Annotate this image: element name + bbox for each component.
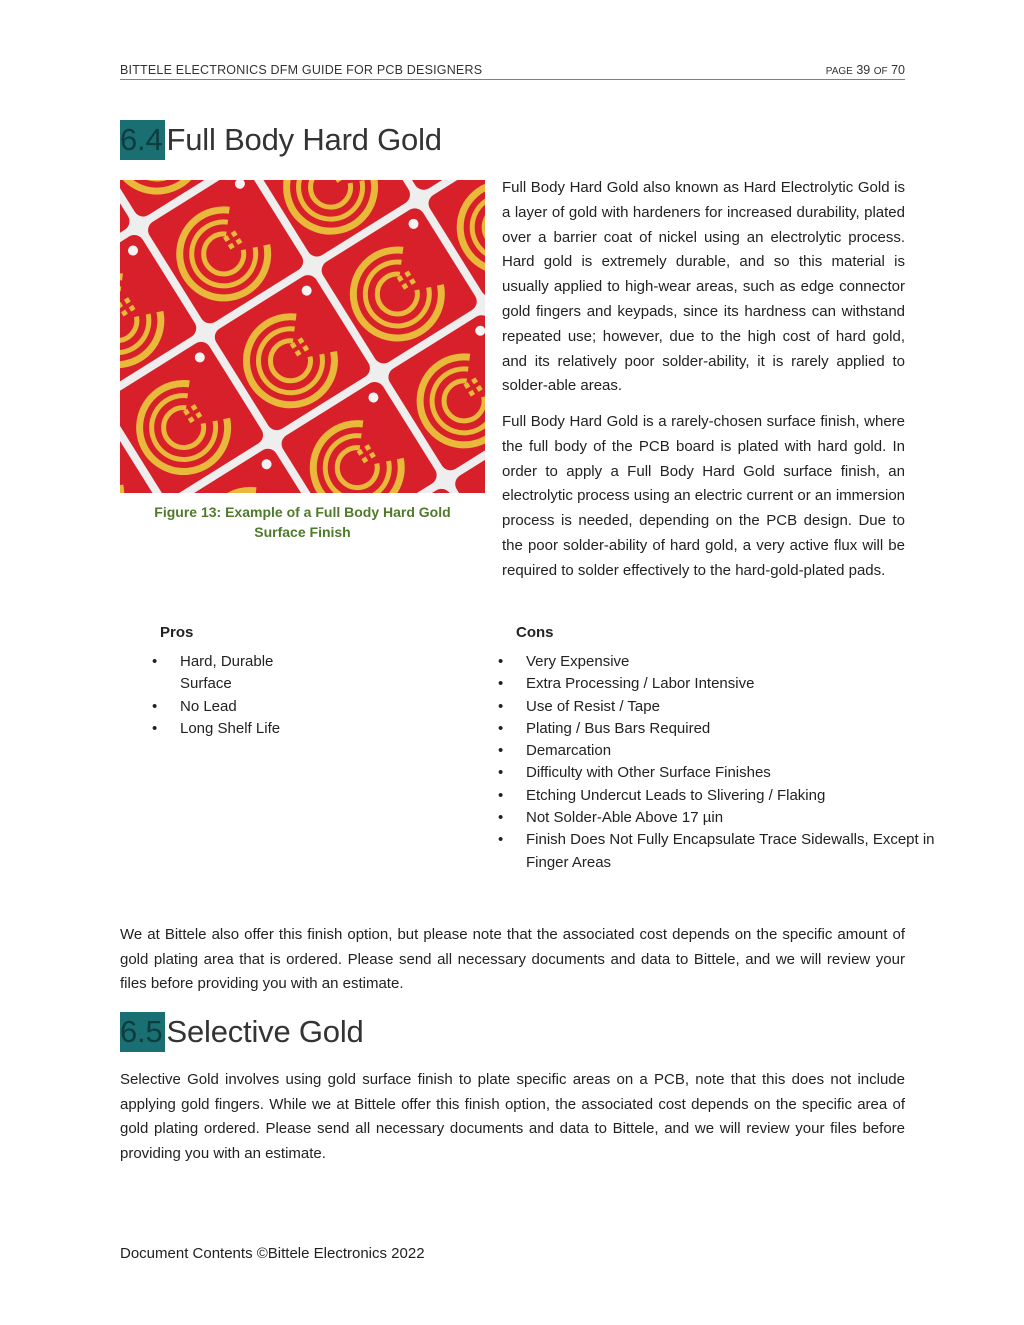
cons-item: • Extra Processing / Labor Intensive bbox=[498, 673, 968, 695]
intro-paragraph: Full Body Hard Gold also known as Hard Electrolytic Gold is a layer of gold with hardeners for increased durability, plated over a barrier coat of nickel using an electrolytic process. Hard gold is extremely durable, and so this material is usually applied to high-wear areas, such as edge connector gold fingers and keypads, since its hardness can withstand repeated use; however, due to the high cost of hard gold, and its relatively poor solder-ability, it is rarely applied to solder-able areas. bbox=[502, 179, 905, 395]
section-title: Selective Gold bbox=[166, 1014, 364, 1049]
cons-item: • Not Solder-Able Above 17 µin bbox=[498, 807, 968, 829]
cons-item: • Plating / Bus Bars Required bbox=[498, 718, 968, 740]
cons-list bbox=[498, 651, 968, 874]
pros-item: • No Lead bbox=[152, 696, 312, 718]
pros-heading: Pros bbox=[160, 624, 194, 641]
page-header bbox=[120, 62, 905, 80]
header-title: BITTELE ELECTRONICS DFM GUIDE FOR PCB DESIGNERS bbox=[120, 63, 483, 77]
section-heading-6-4 bbox=[120, 120, 442, 160]
figure-caption: Figure 13: Example of a Full Body Hard Gold Surface Finish bbox=[154, 504, 451, 540]
cons-heading: Cons bbox=[516, 624, 554, 641]
closing-paragraph: We at Bittele also offer this finish option, but please note that the associated cost depends on the specific amount of gold plating area that is ordered. Please send all necessary documents and data to Bittele, and we will review your files before providing you with an estimate. bbox=[120, 926, 905, 992]
cons-item: • Etching Undercut Leads to Slivering / Flaking bbox=[498, 785, 968, 807]
page-footer: Document Contents ©Bittele Electronics 2022 bbox=[120, 1245, 425, 1262]
cons-item: • Very Expensive bbox=[498, 651, 968, 673]
pcb-hard-gold-photo bbox=[120, 180, 485, 493]
cons-item: • Difficulty with Other Surface Finishes bbox=[498, 762, 968, 784]
cons-item: • Demarcation bbox=[498, 740, 968, 762]
section-heading-6-5 bbox=[120, 1012, 364, 1052]
selective-gold-paragraph: Selective Gold involves using gold surface finish to plate specific areas on a PCB, note that this does not include applying gold fingers. While we at Bittele offer this finish option, the associated cost depends on the specific area of gold plating ordered. Please send all necessary documents and data to Bittele, and we will review your files before providing you with an estimate. bbox=[120, 1071, 905, 1162]
page-number: PAGE 39 OF 70 bbox=[825, 63, 905, 77]
pros-item: • Long Shelf Life bbox=[152, 718, 312, 740]
cons-item: • Finish Does Not Fully Encapsulate Trace Sidewalls, Except in Finger Areas bbox=[498, 829, 968, 874]
pros-item: • Hard, Durable Surface bbox=[152, 651, 312, 696]
pros-list bbox=[152, 651, 312, 740]
section-title: Full Body Hard Gold bbox=[166, 122, 442, 157]
cons-item: • Use of Resist / Tape bbox=[498, 696, 968, 718]
process-paragraph: Full Body Hard Gold is a rarely-chosen surface finish, where the full body of the PCB board is plated with hard gold. In order to apply a Full Body Hard Gold surface finish, an electrolytic process using an electric current or an immersion process is needed, depending on the PCB design. Due to the poor solder-ability of hard gold, a very active flux will be required to solder effectively to the hard-gold-plated pads. bbox=[502, 413, 905, 579]
section-number: 6.5 bbox=[120, 1012, 165, 1052]
section-number: 6.4 bbox=[120, 120, 165, 160]
